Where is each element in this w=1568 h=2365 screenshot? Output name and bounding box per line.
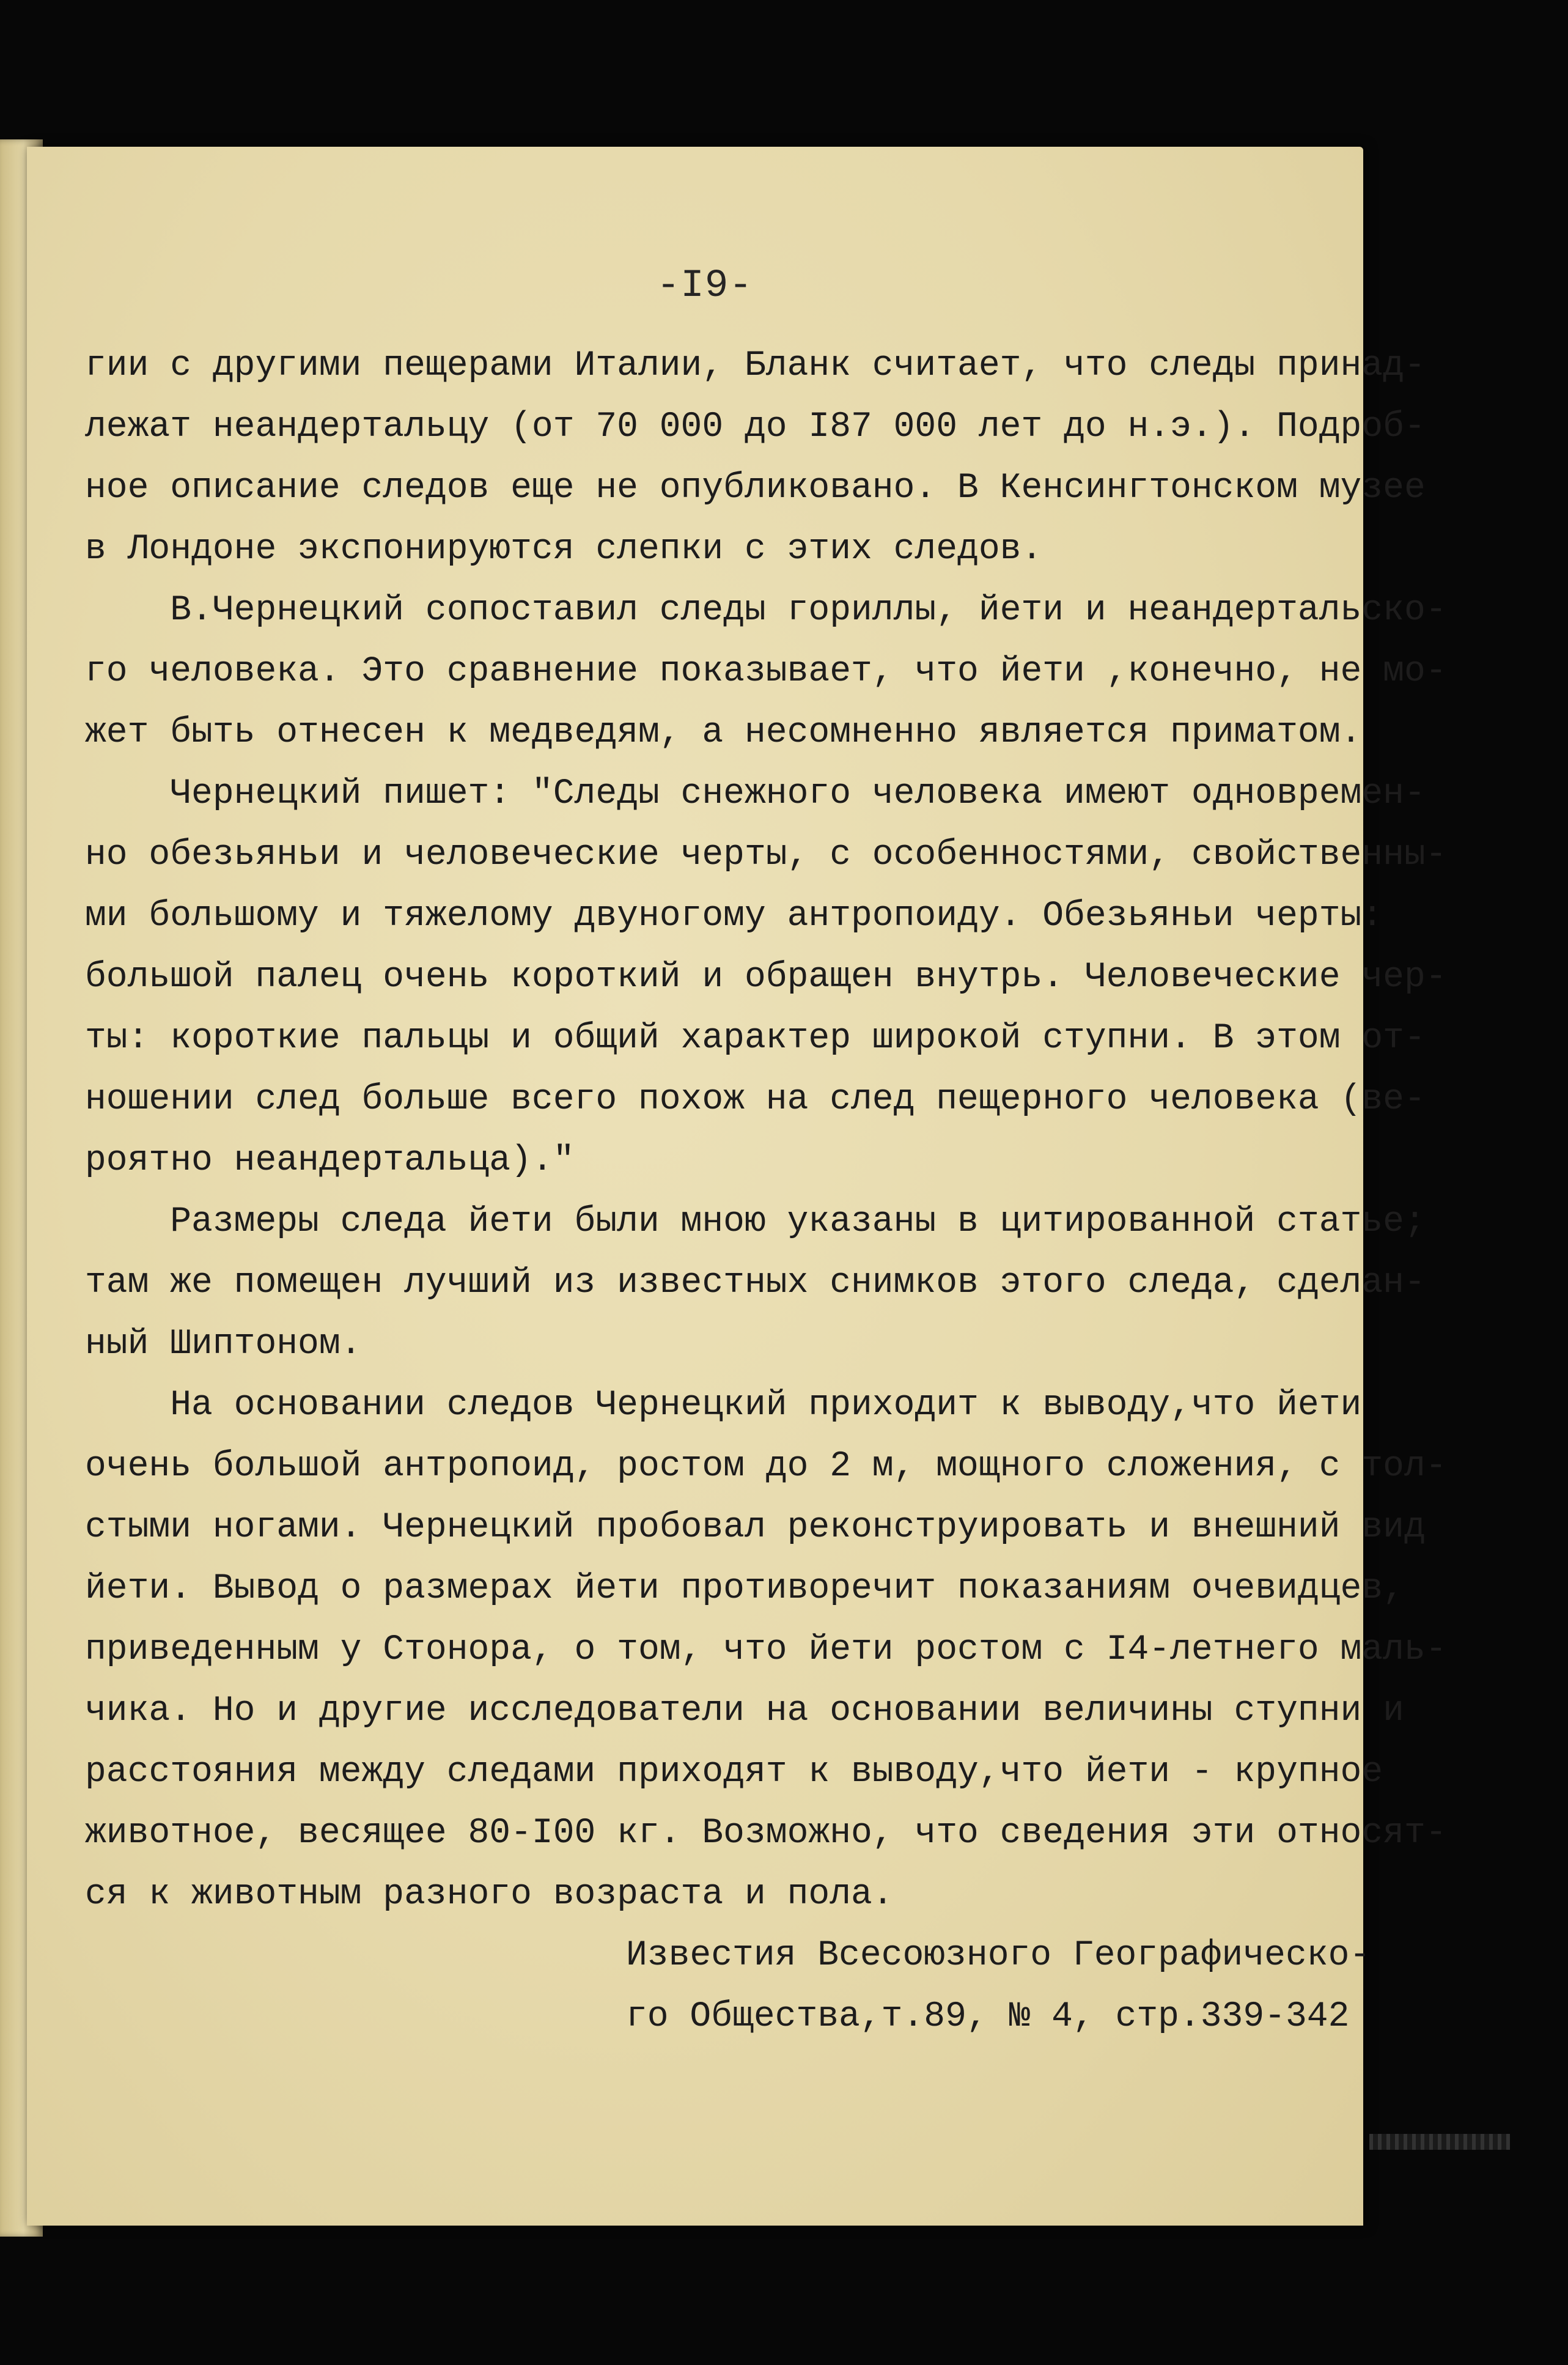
text-line: ся к животным разного возраста и пола. xyxy=(85,1875,894,1914)
text-line: чика. Но и другие исследователи на основании величины ступни и xyxy=(85,1691,1404,1731)
text-line: стыми ногами. Чернецкий пробовал реконструировать и внешний вид xyxy=(85,1508,1426,1548)
text-line: приведенным у Стонора, о том, что йети ростом с I4-летнего маль- xyxy=(85,1630,1447,1670)
text-line: там же помещен лучший из известных снимков этого следа, сделан- xyxy=(85,1263,1426,1303)
text-line: йети. Вывод о размерах йети противоречит показаниям очевидцев, xyxy=(85,1569,1404,1609)
text-line: жет быть отнесен к медведям, а несомненно является приматом. xyxy=(85,713,1362,753)
citation-line: го Общества,т.89, № 4, стр.339-342 xyxy=(626,1997,1350,2037)
text-line: ты: короткие пальцы и общий характер широкой ступни. В этом от- xyxy=(85,1019,1426,1058)
text-line: го человека. Это сравнение показывает, что йети ,конечно, не мо- xyxy=(85,652,1447,692)
text-line: гии с другими пещерами Италии, Бланк считает, что следы принад- xyxy=(85,346,1426,386)
text-line: ми большому и тяжелому двуногому антропоиду. Обезьяньи черты: xyxy=(85,896,1383,936)
document-page xyxy=(27,147,1447,2226)
text-line: На основании следов Чернецкий приходит к выводу,что йети xyxy=(85,1385,1362,1425)
citation-line: Известия Всесоюзного Географическо- xyxy=(626,1936,1371,1976)
text-line: но обезьяньи и человеческие черты, с особенностями, свойственны- xyxy=(85,835,1447,875)
text-line: в Лондоне экспонируются слепки с этих следов. xyxy=(85,529,1043,569)
text-line: ный Шиптоном. xyxy=(85,1324,362,1364)
text-line: В.Чернецкий сопоставил следы гориллы, йети и неандертальско- xyxy=(85,591,1447,630)
text-line: Размеры следа йети были мною указаны в цитированной статье; xyxy=(85,1202,1426,1242)
text-line: ношении след больше всего похож на след пещерного человека (ве- xyxy=(85,1080,1426,1120)
film-edge-marks xyxy=(1369,2134,1510,2150)
text-line: ное описание следов еще не опубликовано. В Кенсингтонском музее xyxy=(85,468,1426,508)
page-number: -I9- xyxy=(657,264,753,308)
text-line: расстояния между следами приходят к выводу,что йети - крупное xyxy=(85,1752,1383,1792)
text-line: очень большой антропоид, ростом до 2 м, мощного сложения, с тол- xyxy=(85,1447,1447,1486)
text-line: лежат неандертальцу (от 70 000 до I87 000 лет до н.э.). Подроб- xyxy=(85,407,1426,447)
text-line: Чернецкий пишет: "Следы снежного человека имеют одновремен- xyxy=(85,774,1426,814)
text-line: роятно неандертальца)." xyxy=(85,1141,575,1181)
text-line: большой палец очень короткий и обращен внутрь. Человеческие чер- xyxy=(85,957,1447,997)
text-line: животное, весящее 80-I00 кг. Возможно, что сведения эти относят- xyxy=(85,1813,1447,1853)
